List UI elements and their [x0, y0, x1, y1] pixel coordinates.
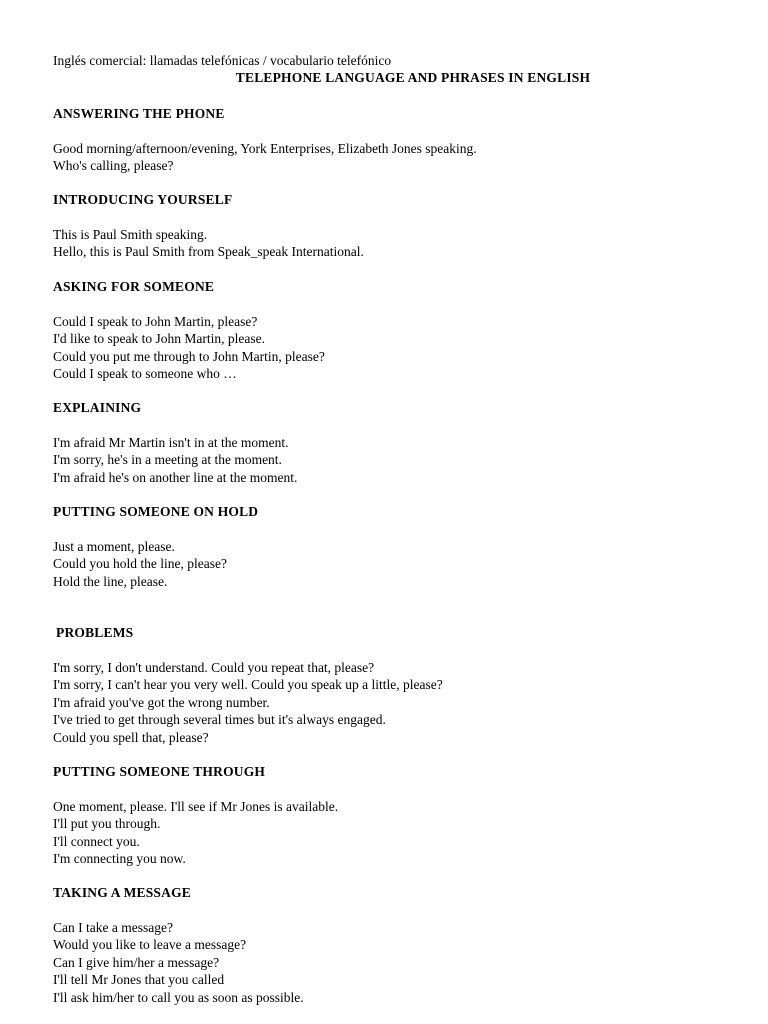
- phrase: Could I speak to someone who …: [53, 366, 237, 382]
- phrase: Hold the line, please.: [53, 573, 168, 589]
- section-answering-the-phone: [53, 105, 477, 175]
- document-title: TELEPHONE LANGUAGE AND PHRASES IN ENGLISH: [235, 70, 591, 85]
- section-explaining: [53, 399, 297, 486]
- section-heading: INTRODUCING YOURSELF: [53, 192, 233, 207]
- phrase: I'm connecting you now.: [53, 851, 186, 867]
- phrase: I'll ask him/her to call you as soon as possible.: [53, 989, 304, 1005]
- phrase: I'll connect you.: [53, 833, 140, 849]
- section-asking-for-someone: [53, 278, 325, 383]
- section-putting-someone-through: [53, 763, 338, 868]
- document-page: [53, 52, 733, 86]
- section-heading: ANSWERING THE PHONE: [53, 106, 225, 121]
- phrase: I'm sorry, he's in a meeting at the moment.: [53, 452, 282, 468]
- phrase: Would you like to leave a message?: [53, 937, 247, 953]
- section-problems: [53, 624, 443, 746]
- phrase: Just a moment, please.: [53, 539, 175, 554]
- section-putting-someone-on-hold: [53, 503, 258, 590]
- phrase: Good morning/afternoon/evening, York Enterprises, Elizabeth Jones speaking.: [53, 141, 477, 156]
- phrase: This is Paul Smith speaking.: [53, 227, 208, 242]
- phrase: One moment, please. I'll see if Mr Jones is available.: [53, 799, 339, 814]
- phrase: I'm sorry, I can't hear you very well. Could you speak up a little, please?: [53, 677, 443, 693]
- phrase: I'm sorry, I don't understand. Could you repeat that, please?: [53, 660, 375, 675]
- section-heading: PROBLEMS: [56, 625, 134, 640]
- phrase: Hello, this is Paul Smith from Speak_speak International.: [53, 244, 364, 260]
- phrase: Could you spell that, please?: [53, 729, 209, 745]
- phrase: Who's calling, please?: [53, 158, 174, 174]
- phrase: I'm afraid he's on another line at the moment.: [53, 469, 298, 485]
- phrase: I'm afraid Mr Martin isn't in at the moment.: [53, 435, 289, 450]
- phrase: I'd like to speak to John Martin, please.: [53, 331, 266, 347]
- section-heading: PUTTING SOMEONE ON HOLD: [53, 504, 259, 519]
- section-introducing-yourself: [53, 191, 364, 261]
- document-subtitle: Inglés comercial: llamadas telefónicas / vocabulario telefónico: [53, 53, 392, 68]
- phrase: Can I give him/her a message?: [53, 954, 220, 970]
- phrase: I'll put you through.: [53, 816, 161, 832]
- section-heading: EXPLAINING: [53, 400, 142, 415]
- section-heading: ASKING FOR SOMEONE: [53, 279, 215, 294]
- phrase: I'm afraid you've got the wrong number.: [53, 694, 270, 710]
- section-taking-a-message: [53, 884, 304, 1006]
- phrase: Could I speak to John Martin, please?: [53, 314, 258, 329]
- phrase: Could you put me through to John Martin, please?: [53, 348, 325, 364]
- phrase: Can I take a message?: [53, 920, 173, 935]
- phrase: I'll tell Mr Jones that you called: [53, 972, 225, 988]
- section-heading: PUTTING SOMEONE THROUGH: [53, 764, 266, 779]
- section-heading: TAKING A MESSAGE: [53, 885, 191, 900]
- phrase: Could you hold the line, please?: [53, 556, 227, 572]
- phrase: I've tried to get through several times but it's always engaged.: [53, 712, 386, 728]
